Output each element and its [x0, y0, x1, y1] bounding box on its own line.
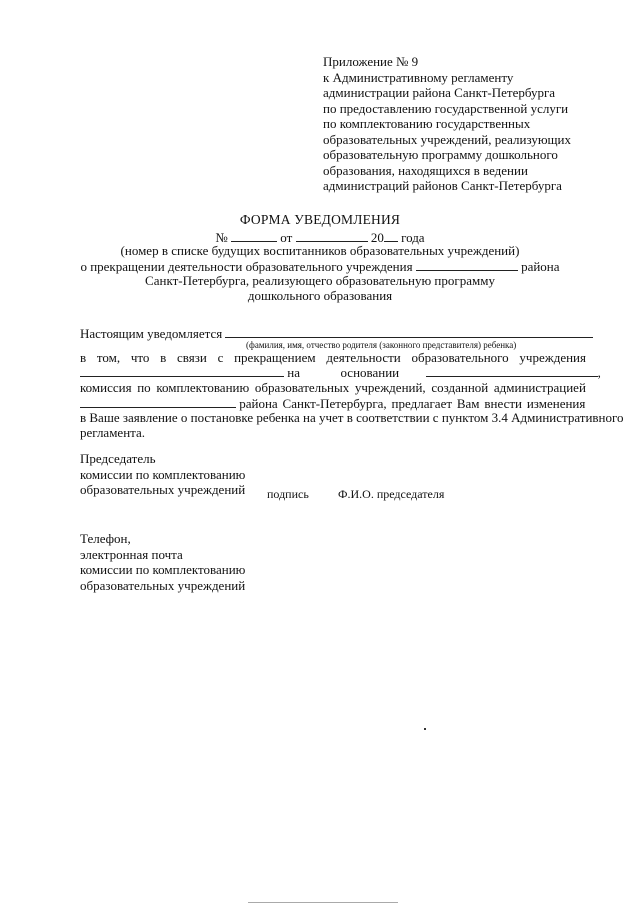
basis-word: основании	[340, 365, 400, 380]
word: связи	[177, 350, 207, 365]
subject-line-2: Санкт-Петербурга, реализующего образовательную программу	[145, 273, 495, 288]
date-field[interactable]	[296, 229, 368, 242]
scan-dot	[424, 728, 426, 730]
word: прекращением	[234, 350, 316, 365]
appendix-line: образовательную программу дошкольного	[323, 147, 558, 162]
word: деятельности	[326, 350, 401, 365]
word: учреждения	[519, 350, 586, 365]
district-text: района Санкт-Петербурга, предлагает Вам внести изменения	[239, 396, 586, 411]
on-word: на	[287, 365, 300, 380]
notify-text: Настоящим уведомляется	[80, 326, 223, 341]
contacts-line: электронная почта	[80, 546, 183, 562]
institution-field[interactable]	[416, 258, 518, 271]
subject-line-3: дошкольного образования	[247, 288, 393, 303]
word: образовательных	[254, 380, 350, 395]
body-line-4	[80, 364, 601, 381]
word: в	[80, 350, 87, 365]
contacts-line: комиссии по комплектованию	[80, 562, 246, 577]
word: учреждений,	[354, 380, 426, 395]
word: комплектованию	[156, 380, 250, 395]
word: администрацией	[493, 380, 586, 395]
appendix-line: образовательных учреждений, реализующих	[323, 131, 571, 147]
chair-line: комиссии по комплектованию	[80, 466, 246, 482]
appendix-line: по комплектованию государственных	[323, 116, 531, 131]
word: том,	[96, 350, 121, 365]
appendix-line: по предоставлению государственной услуги	[323, 100, 569, 116]
scan-edge-line	[248, 902, 398, 903]
number-field[interactable]	[231, 229, 277, 242]
parent-name-field[interactable]	[225, 325, 593, 338]
chair-line: образовательных учреждений	[80, 482, 246, 497]
appendix-line: образования, находящихся в ведении	[323, 162, 528, 178]
from-label: от	[280, 230, 293, 245]
signature-label: подпись	[267, 487, 309, 501]
year-field[interactable]	[384, 229, 398, 242]
comma: ,	[597, 365, 601, 380]
appendix-line: администраций районов Санкт-Петербурга	[323, 178, 562, 193]
name-caption: (фамилия, имя, отчество родителя (законного представителя) ребенка)	[246, 340, 517, 350]
word: с	[217, 350, 224, 365]
body-line-5	[80, 380, 586, 396]
word: в	[160, 350, 167, 365]
reason-field[interactable]	[80, 364, 284, 377]
chair-name-label: Ф.И.О. председателя	[338, 487, 445, 501]
word: созданной	[431, 380, 489, 395]
appendix-header	[323, 54, 571, 194]
year-suffix: года	[401, 230, 425, 245]
district-word: района	[521, 259, 560, 274]
chair-line: Председатель	[80, 451, 156, 466]
word: что	[130, 350, 150, 365]
contacts-line: Телефон,	[80, 531, 131, 546]
district-field[interactable]	[80, 395, 236, 408]
word: комиссия	[80, 380, 132, 395]
number-note: (номер в списке будущих воспитанников образовательных учреждений)	[120, 243, 520, 258]
word: по	[137, 380, 151, 395]
appendix-line: Приложение № 9	[323, 54, 419, 69]
number-prefix: №	[215, 230, 228, 245]
appendix-line: администрации района Санкт-Петербурга	[323, 85, 556, 100]
subject-text: о прекращении деятельности образовательного учреждения	[80, 259, 413, 274]
appendix-line: к Административному регламенту	[323, 69, 514, 85]
form-title: ФОРМА УВЕДОМЛЕНИЯ	[239, 212, 401, 227]
contacts-line: образовательных учреждений	[80, 577, 246, 593]
basis-field[interactable]	[426, 364, 598, 377]
body-line-7: в Ваше заявление о постановке ребенка на учет в соответствии с пунктом 3.4 Административного	[80, 410, 624, 425]
chair-block	[80, 451, 245, 498]
contacts-block	[80, 531, 245, 593]
word: образовательного	[411, 350, 509, 365]
body-line-8: регламента.	[80, 425, 146, 440]
year-prefix: 20	[370, 230, 384, 245]
